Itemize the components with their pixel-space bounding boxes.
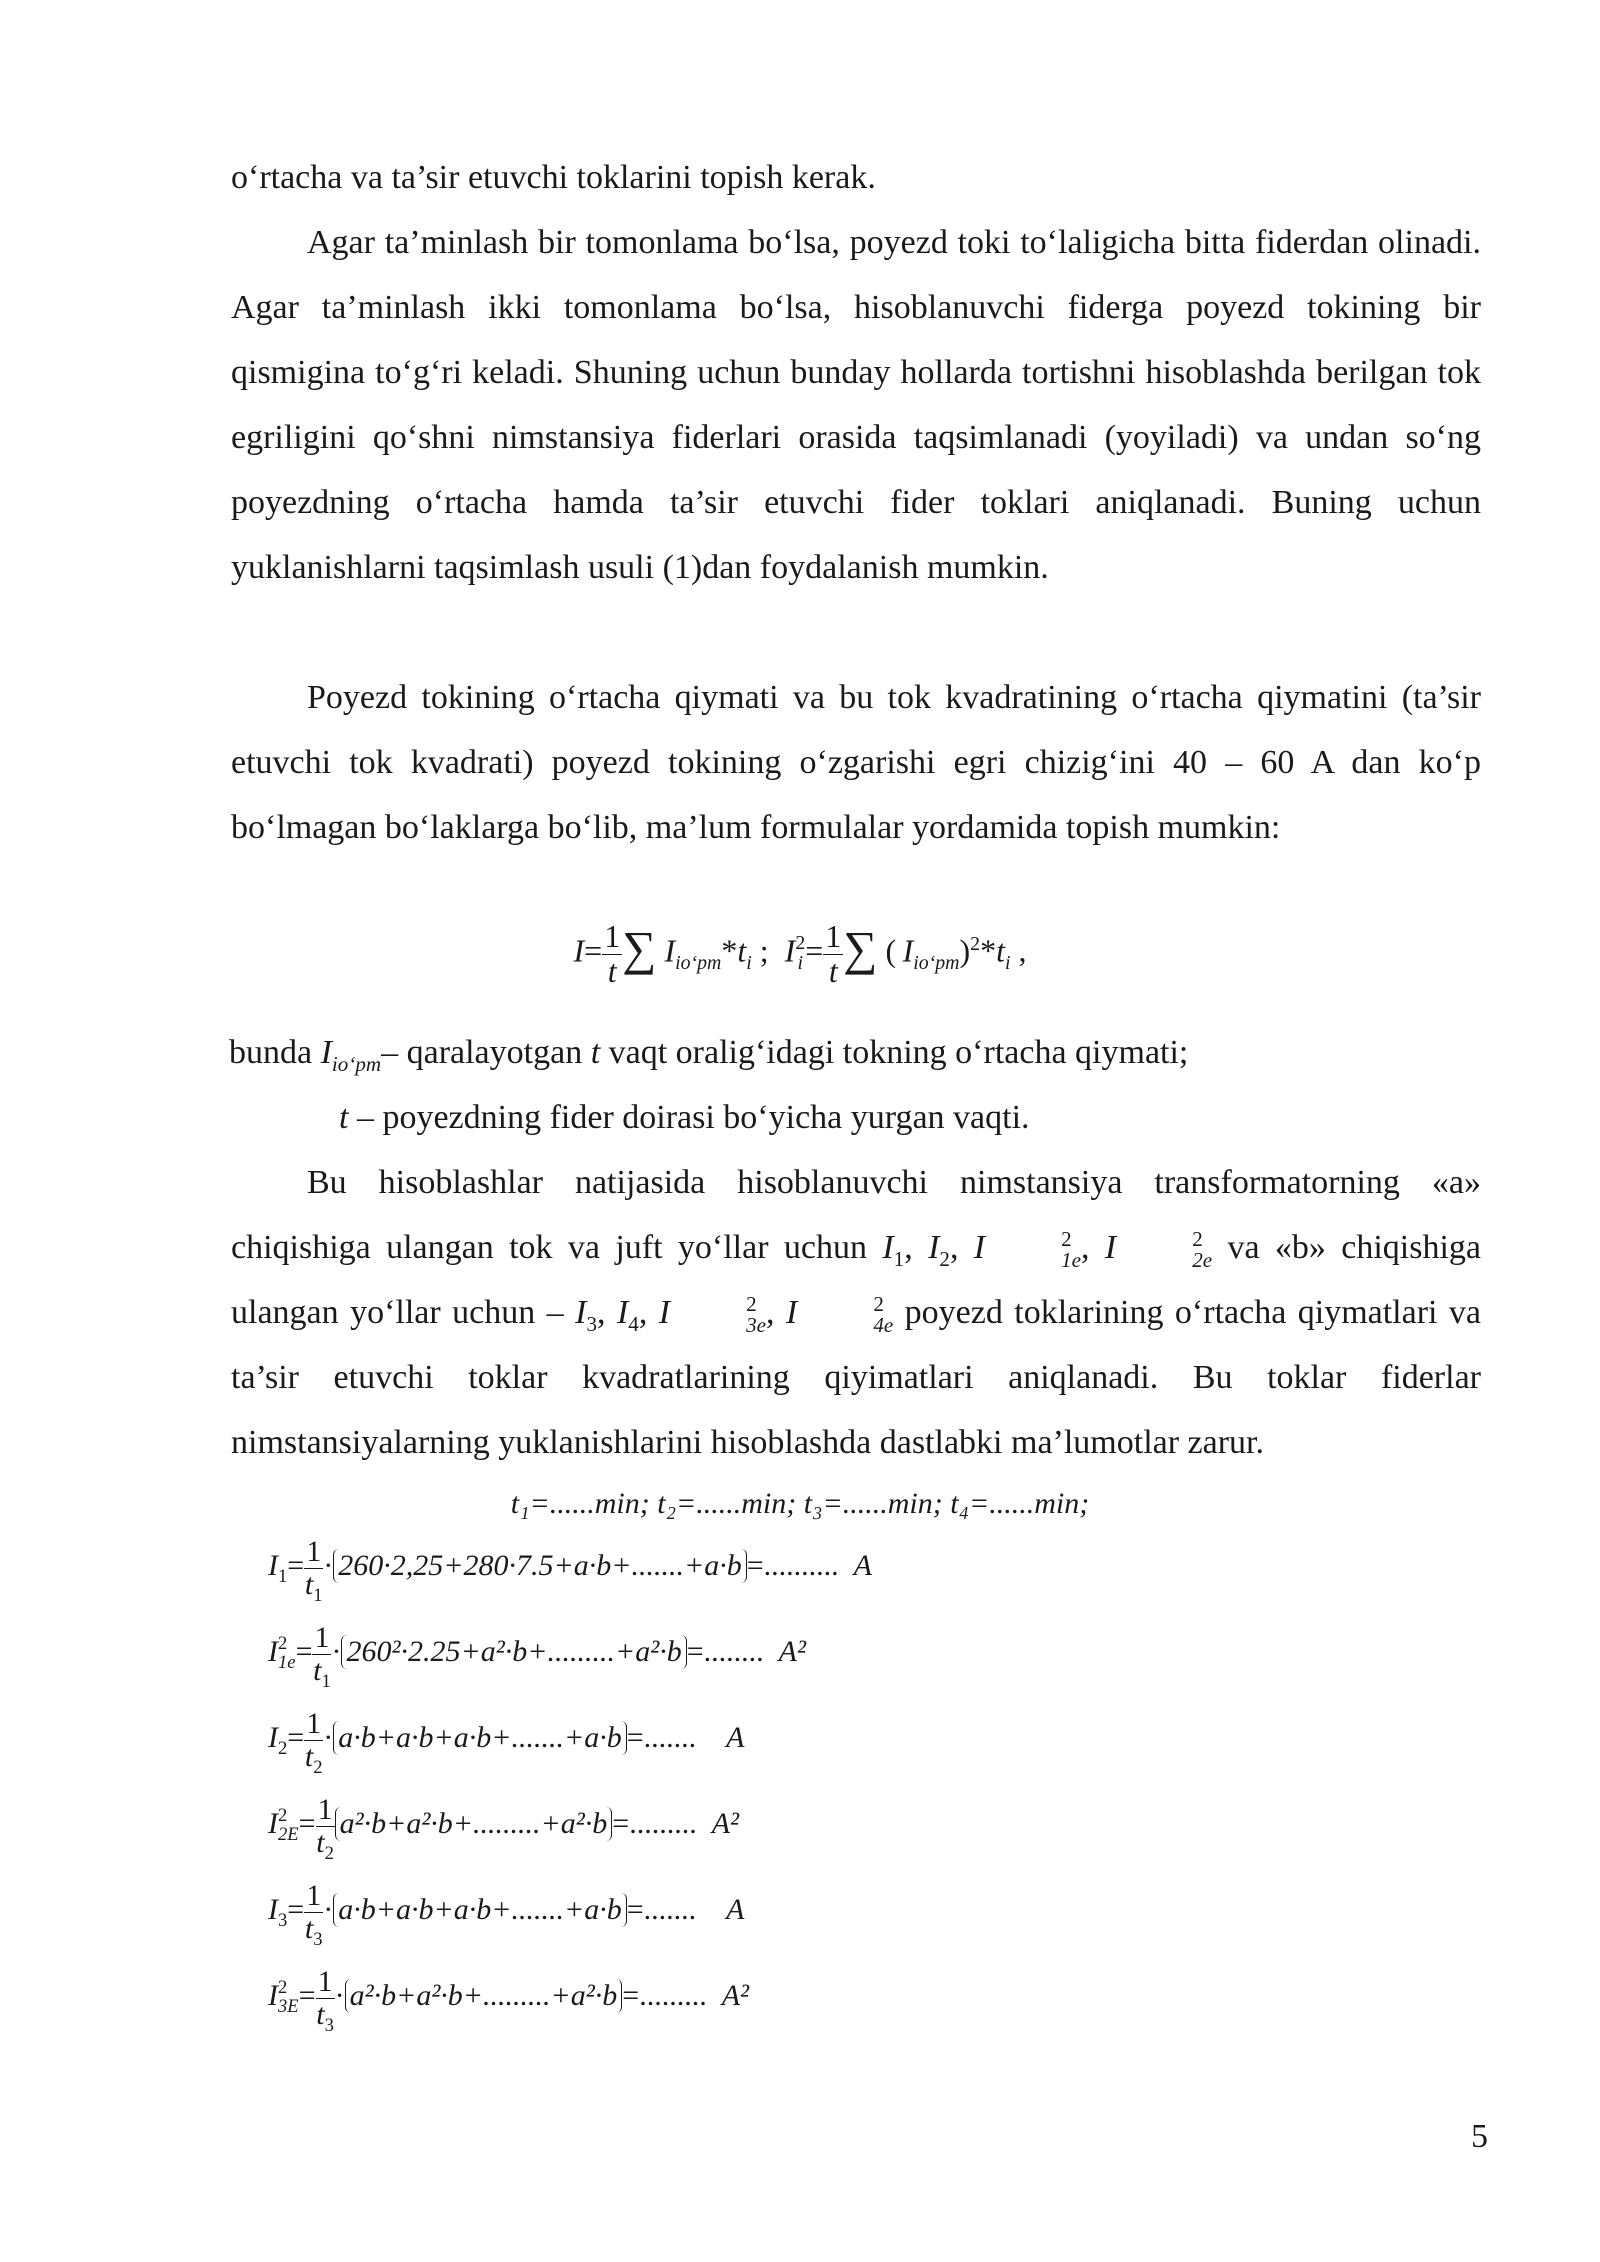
calc-row-I1e: I 2 1e = $\frac{1}{t_1}$ · 260²·2.25+a²·b+.........+a²·b =........ A² (268, 1621, 806, 1692)
calc-row-I2: $I_2=$ $\frac{1}{t_2}$ · a·b+a·b+a·b+.......+a·b =....... A (268, 1707, 745, 1778)
paragraph-continuation (231, 145, 1481, 210)
calc-row-I2E: I 2 2E = $\frac{1}{t_2}$ a²·b+a²·b+.........+a²·b =......... A² (268, 1793, 740, 1864)
paragraph-4: bunda $I_{io‘pm}-$ qaralayotgan t vaqt oralig‘idagi tokning o‘rtacha qiymati; (229, 1034, 1189, 1076)
paragraph-3: Poyezd tokining o‘rtacha qiymati va bu tok kvadratining o‘rtacha qiymatini (ta’sir etuvchi tok kvadrati) poyezd tokining o‘zgarishi egri chizig‘ini 40 – 60 A dan ko‘p bo‘lmagan bo‘laklarga bo‘lib, ma’lum formulalar yordamida topish mumkin: (231, 679, 1481, 846)
calc-row-I3: $I_3=$ $\frac{1}{t_3}$ · a·b+a·b+a·b+.......+a·b =....... A (268, 1879, 745, 1950)
calc-row-I3E: I 2 3E = $\frac{1}{t_3}$ · a²·b+a²·b+.........+a²·b =......... A² (268, 1965, 750, 2036)
paragraph-block-4 (231, 1020, 1481, 1150)
mean-current-formula: I= $\frac{1}{t}$ ∑ $I_{io‘pm}*t_i$ ; I 2 i = $\frac{1}{t}$ ∑ ( $I_{io‘pm})^2*t_i$ , (573, 918, 1027, 989)
page-number: 5 (1471, 2118, 1488, 2155)
paragraph-block-3 (231, 665, 1481, 860)
fraction-1-over-t-2: $\frac{1}{t}$ (825, 918, 842, 989)
fraction-1-over-t: $\frac{1}{t}$ (604, 918, 621, 989)
times-line: t₁=......min; t₂=......min; t₃=......min; t₄=......min; (510, 1487, 1090, 1520)
calc-row-I1: $I_1=$ $\frac{1}{t_1}$ · 260·2,25+280·7.5+a·b+.......+a·b =.......... A (268, 1535, 872, 1606)
paragraph-5: t – poyezdning fider doirasi bo‘yicha yurgan vaqti. (339, 1099, 1030, 1136)
paragraph-block-6 (231, 1150, 1481, 1475)
paragraph-1: o‘rtacha va ta’sir etuvchi toklarini topish kerak. (231, 159, 876, 196)
paragraph-block-2 (231, 210, 1481, 600)
paragraph-6: Bu hisoblashlar natijasida hisoblanuvchi nimstansiya transformatorning «a» chiqishiga ulangan tok va juft yo‘llar uchun $I_1$, $I_2$, I 2 1e , I 2 2e va «b» chiqishiga ulangan yo‘llar uchun – $I_3$, $I_4$, I 2 3e , I 2 4e poyezd toklarining o‘rtacha qiymatlari va ta’sir etuvchi toklar kvadratlarining qiyimatlari aniqlanadi. Bu toklar fiderlar nimstansiyalarning yuklanishlarini hisoblashda dastlabki ma’lumotlar zarur. (231, 1164, 1482, 1461)
paragraph-2: Agar ta’minlash bir tomonlama bo‘lsa, poyezd toki to‘laligicha bitta fiderdan olinadi. Agar ta’minlash ikki tomonlama bo‘lsa, hisoblanuvchi fiderga poyezd tokining bir qismigina to‘g‘ri keladi. Shuning uchun bunday hollarda tortishni hisoblashda berilgan tok egriligini qo‘shni nimstansiya fiderlari orasida taqsimlanadi (yoyiladi) va undan so‘ng poyezdning o‘rtacha hamda ta’sir etuvchi fider toklari aniqlanadi. Buning uchun yuklanishlarni taqsimlash usuli (1)dan foydalanish mumkin. (231, 224, 1481, 586)
